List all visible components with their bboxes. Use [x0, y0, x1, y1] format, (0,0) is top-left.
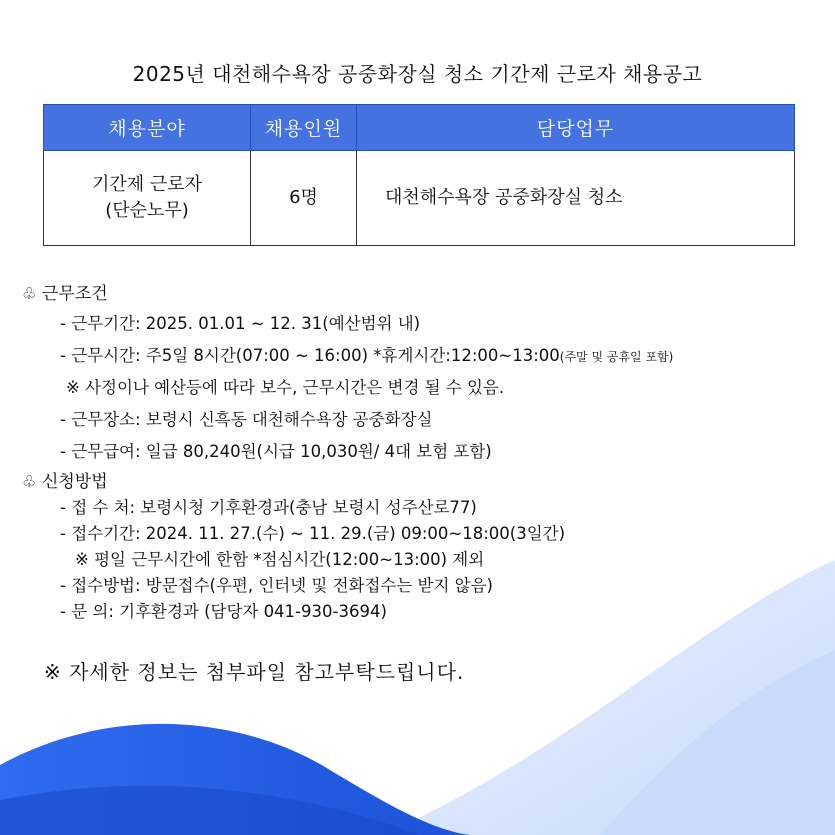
recruitment-table — [43, 104, 795, 246]
cell-count: 6명 — [251, 151, 357, 246]
apply-title: 신청방법 — [42, 472, 108, 492]
apply-method: - 접수방법: 방문접수(우편, 인터넷 및 전화접수는 받지 않음) — [60, 576, 493, 595]
cell-duty: 대천해수욕장 공중화장실 청소 — [357, 151, 795, 246]
work-notice: ※ 사정이나 예산등에 따라 보수, 근무시간은 변경 될 수 있음. — [66, 378, 505, 397]
field-line2: (단순노무) — [105, 200, 189, 221]
header-duty: 담당업무 — [357, 105, 795, 151]
work-place: - 근무장소: 보령시 신흑동 대천해수욕장 공중화장실 — [60, 410, 433, 429]
apply-where: - 접 수 처: 보령시청 기후환경과(충남 보령시 성주산로77) — [60, 498, 477, 517]
work-hours-note: (주말 및 공휴일 포함) — [559, 350, 674, 364]
field-line1: 기간제 근로자 — [91, 174, 203, 195]
work-hours: - 근무시간: 주5일 8시간(07:00 ~ 16:00) *휴게시간:12:00~13:00 — [60, 346, 560, 365]
header-field: 채용분야 — [44, 105, 251, 151]
work-hours-line — [60, 342, 673, 366]
apply-period: - 접수기간: 2024. 11. 27.(수) ~ 11. 29.(금) 09:00~18:00(3일간) — [60, 524, 566, 543]
apply-contact: - 문 의: 기후환경과 (담당자 041-930-3694) — [60, 602, 387, 621]
footer-note: ※ 자세한 정보는 첨부파일 참고부탁드립니다. — [44, 660, 465, 684]
work-title: 근무조건 — [42, 284, 108, 304]
page-title: 2025년 대천해수욕장 공중화장실 청소 기간제 근로자 채용공고 — [132, 62, 703, 86]
apply-method-heading — [22, 467, 108, 492]
club-icon: ♧ — [22, 472, 37, 491]
work-period: - 근무기간: 2025. 01.01 ~ 12. 31(예산범위 내) — [60, 314, 421, 333]
club-icon: ♧ — [22, 284, 37, 303]
work-conditions-heading — [22, 279, 108, 304]
work-pay: - 근무급여: 일급 80,240원(시급 10,030원/ 4대 보험 포함) — [60, 442, 492, 461]
cell-field — [44, 151, 251, 246]
header-count: 채용인원 — [251, 105, 357, 151]
apply-period-note: ※ 평일 근무시간에 한함 *점심시간(12:00~13:00) 제외 — [75, 550, 485, 569]
